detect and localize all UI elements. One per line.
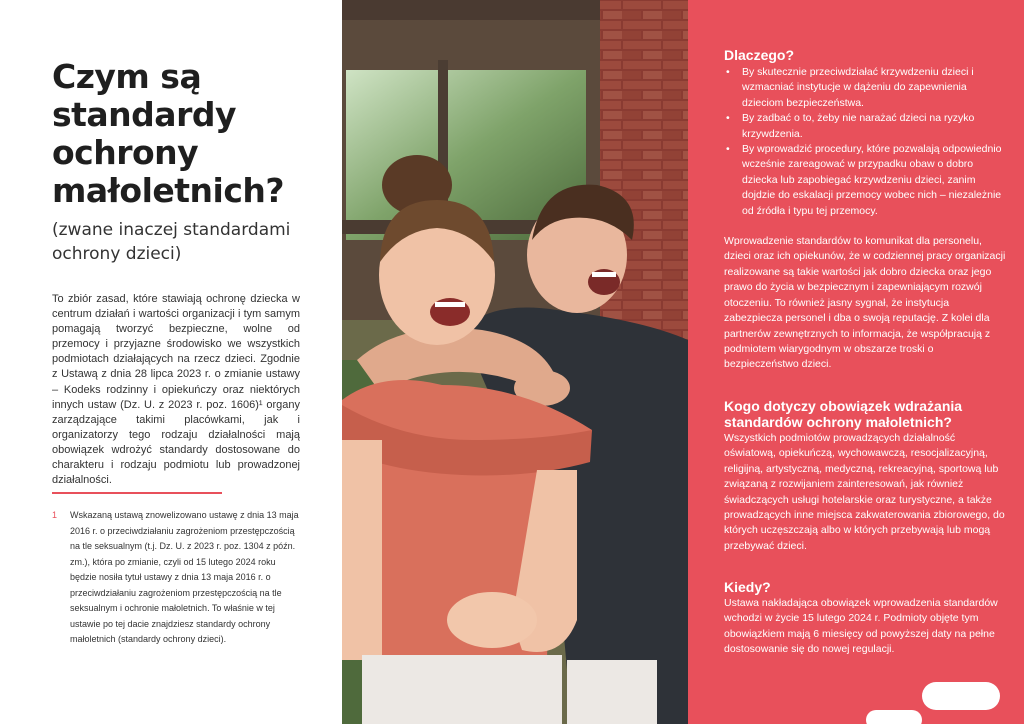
why-bullet-list [724,65,1009,219]
photo-illustration [342,0,688,724]
right-column [688,0,1024,724]
children-photo [342,0,688,724]
when-paragraph: Ustawa nakładająca obowiązek wprowadzenia standardów wchodzi w życie 15 lutego 2024 r. Podmioty objęte tym obowiązkiem mają 6 miesięcy od powyższej daty na pełne dostosowanie się do nowej regulacji. [724,597,998,656]
subtitle-line: ochrony dzieci) [52,244,182,264]
footnote-number: 1 [52,510,58,520]
why-section [724,47,1009,373]
footnote-divider [52,492,222,494]
subtitle-line: (zwane inaczej standardami [52,220,291,240]
who-paragraph: Wszystkich podmiotów prowadzących działalność oświatową, opiekuńczą, wychowawczą, resocjalizacyjną, religijną, artystyczną, medyczną, rekreacyjną, sportową lub związaną z rozwijaniem zainteresowań, jak również świadczących usługi hotelarskie oraz turystyczne, a także prowadzących inne miejsca zakwaterowania zbiorowego, do których uczęszczają albo w których przebywają lub mogą przebywać dzieci. [724,432,1005,552]
when-section [724,579,1009,658]
title-line: standardy [52,95,236,134]
intro-paragraph: To zbiór zasad, które stawiają ochronę dziecka w centrum działań i wartości organizacji i tym samym pomagają tworzyć bezpieczne, wolne od przemocy i przyjazne środowisko we wszystkich podmiotach działających na rzecz dzieci. Zgodnie z Ustawą z dnia 28 lipca 2023 r. o zmianie ustawy – Kodeks rodzinny i opiekuńczy oraz niektórych innych ustaw (Dz. U. z 2023 r. poz. 1606)¹ organy zarządzające takimi placówkami, jak i organizatorzy tego rodzaju działalności mają obowiązek wdrożyć standardy dostosowane do charakteru i rodzaju podmiotu lub prowadzonej działalności. [52,293,300,487]
decorative-pill [866,710,922,724]
why-bullet: • By skutecznie przeciwdziałać krzywdzeniu dzieci i wzmacniać instytucje w dążeniu do zapewnienia dzieciom bezpieczeństwa. [724,65,1009,111]
why-heading: Dlaczego? [724,47,795,63]
title-line: Czym są [52,57,202,96]
page-title [52,58,337,210]
left-column [0,0,342,724]
decorative-pill [922,682,1000,710]
page-subtitle [52,218,337,266]
when-heading: Kiedy? [724,579,771,595]
title-line: małoletnich? [52,171,285,210]
why-bullet: • By zadbać o to, żeby nie narażać dzieci na ryzyko krzywdzenia. [724,111,1009,142]
who-heading: Kogo dotyczy obowiązek wdrażania standardów ochrony małoletnich? [724,398,963,430]
who-section [724,398,1009,554]
why-bullet: • By wprowadzić procedury, które pozwalają odpowiednio wcześnie zareagować w przypadku obaw o dobro dziecka lub zapobiegać krzywdzeniu dzieci, zanim dojdzie do eskalacji przemocy wobec nich – niezależnie od źródła i typu tej przemocy. [724,142,1009,219]
footnote-text: Wskazaną ustawą znowelizowano ustawę z dnia 13 maja 2016 r. o przeciwdziałaniu zagrożeniom przestępczością na tle seksualnym (t.j. Dz. U. z 2023 r. poz. 1304 z późn. zm.), która po zmianie, czyli od 15 lutego 2024 roku będzie nosiła tytuł ustawy z dnia 13 maja 2016 r. o przeciwdziałaniu zagrożeniom przestępczością na tle seksualnym i ochronie małoletnich. To właśnie w tej ustawie po tej dacie znajdziesz standardy ochrony małoletnich (standardy ochrony dzieci). [70,510,299,644]
why-paragraph: Wprowadzenie standardów to komunikat dla personelu, dzieci oraz ich opiekunów, że w codziennej pracy organizacji realizowane są takie wartości jak dobro dziecka oraz jego prawo do życia w bezpiecznym i zapewniającym rozwój otoczeniu. To również jasny sygnał, że instytucja zabezpiecza personel i dba o swoją reputację. Z kolei dla partnerów zewnętrznych to informacja, że współpracują z podmiotem wiarygodnym w obszarze troski o bezpieczeństwo dzieci. [724,235,1006,371]
footnote [52,508,300,648]
title-line: ochrony [52,133,199,172]
